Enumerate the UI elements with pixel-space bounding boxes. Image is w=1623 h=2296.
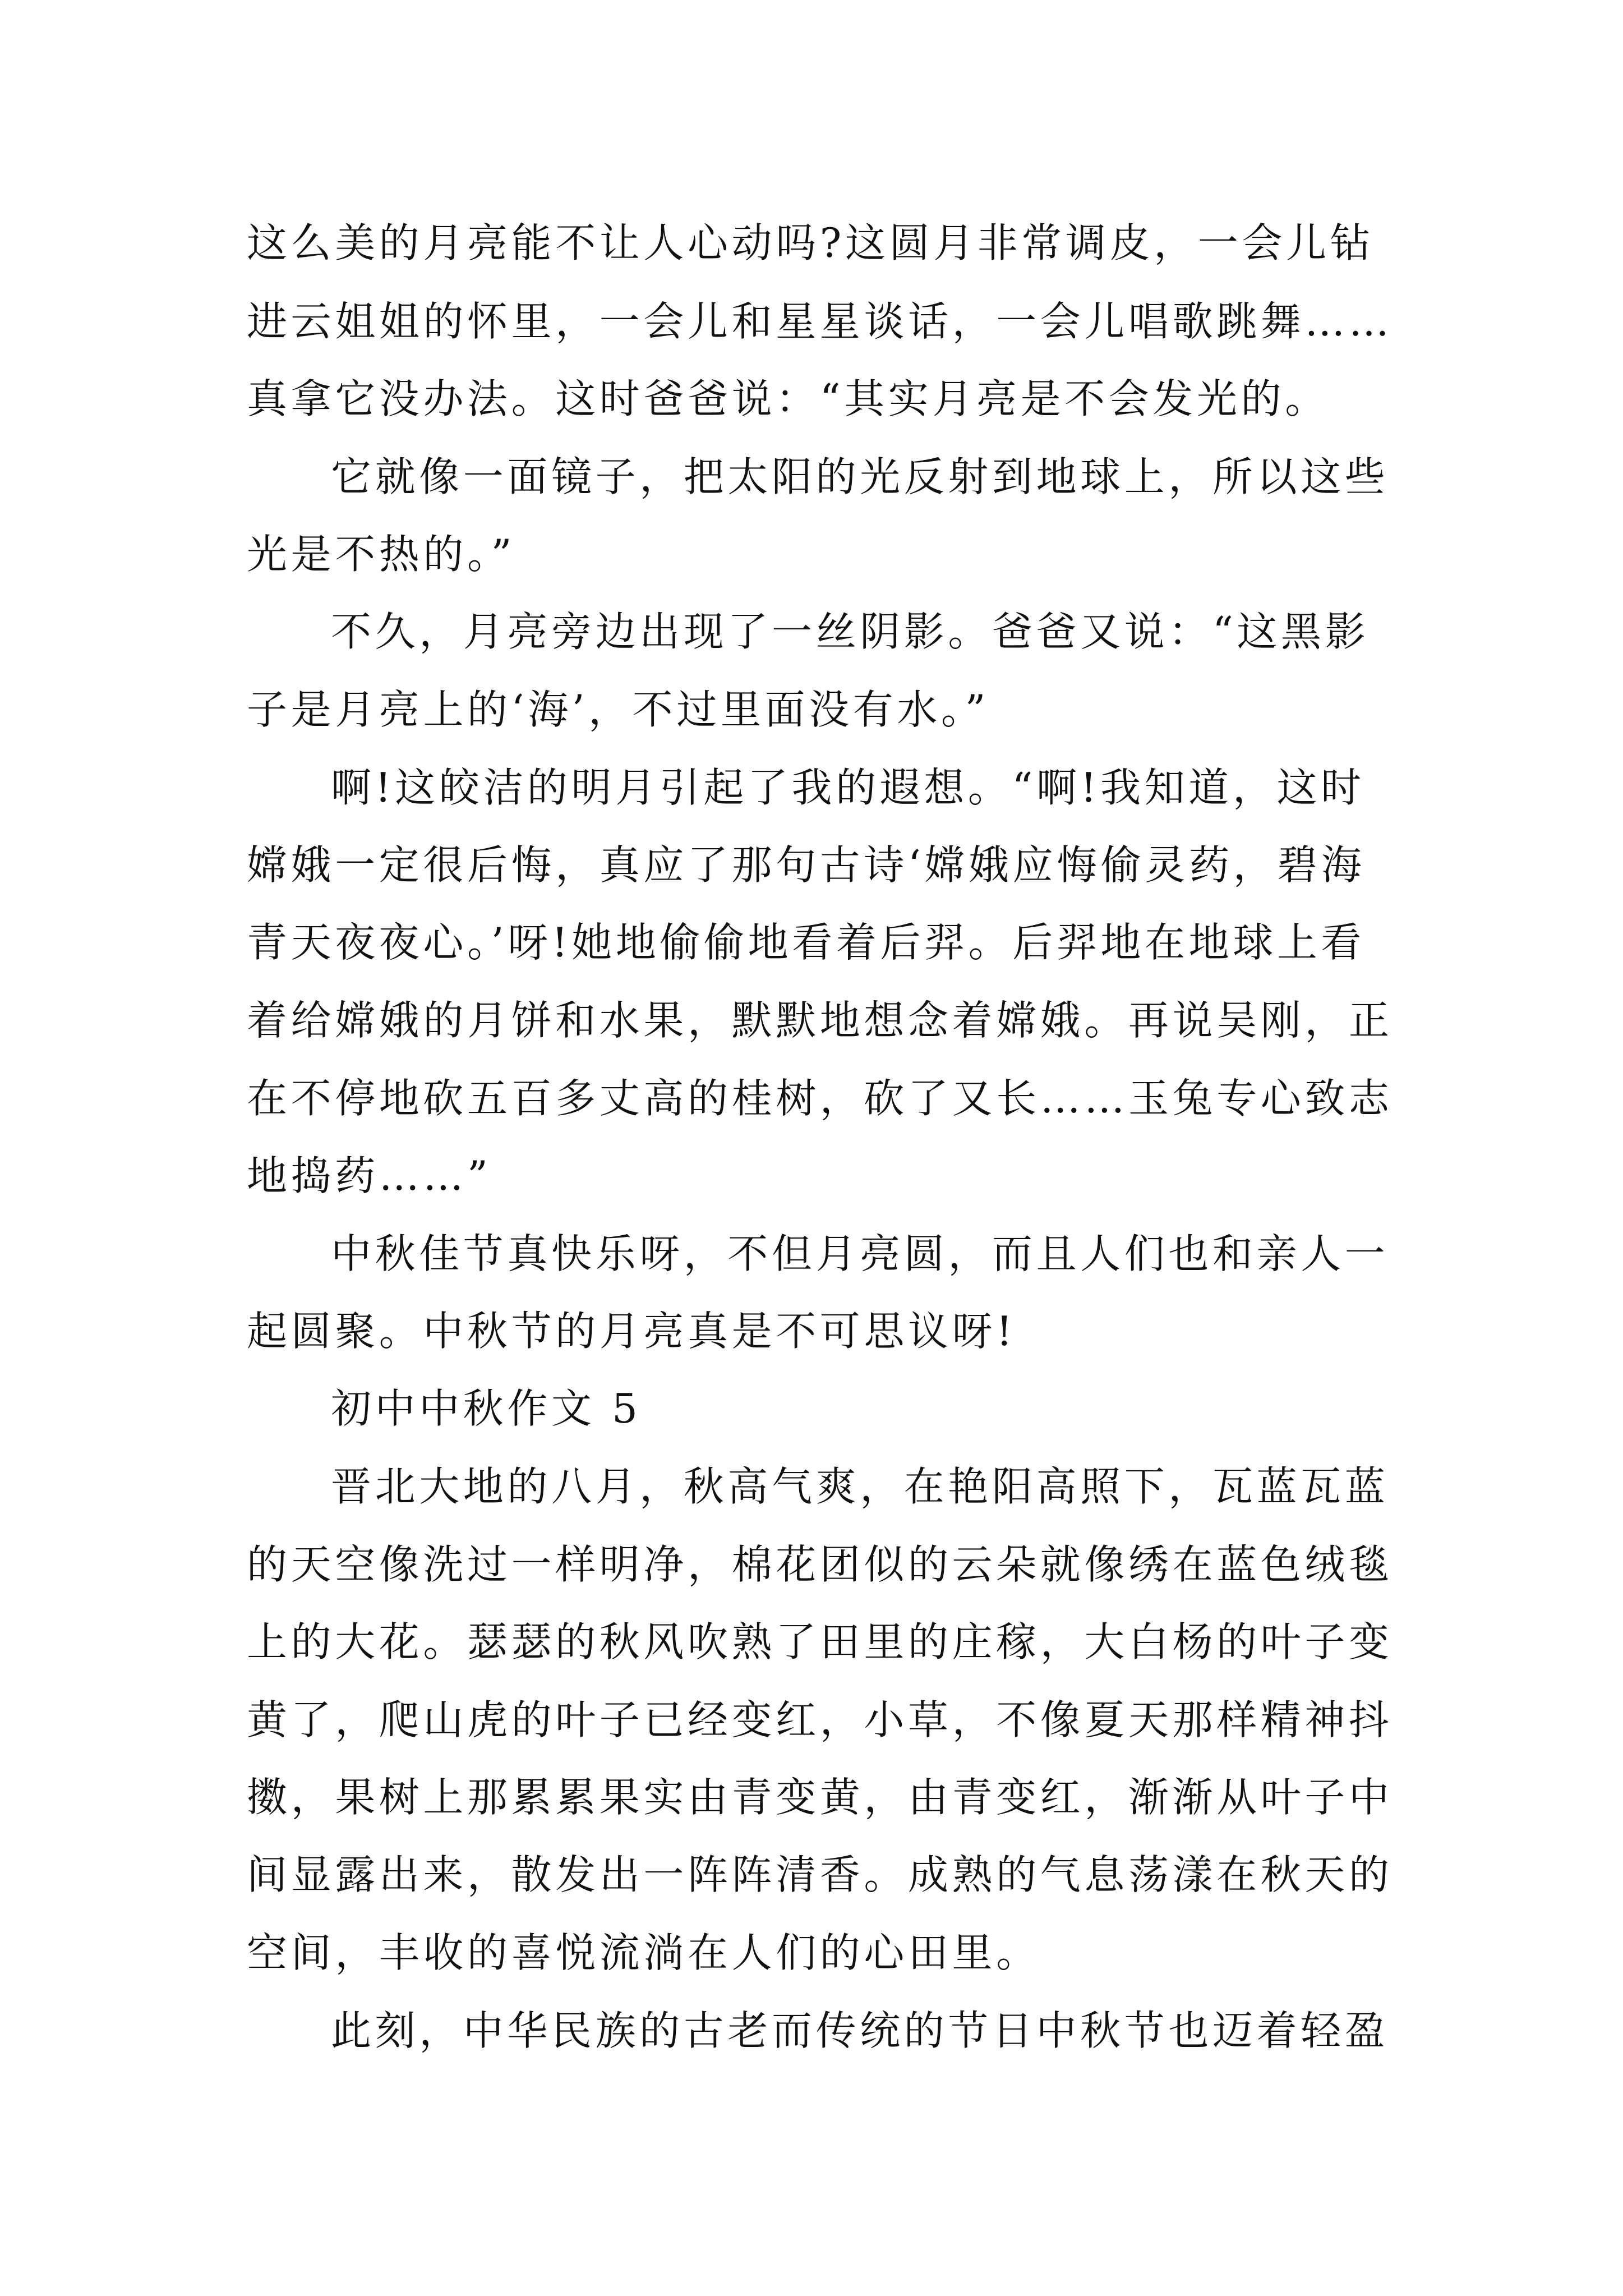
text-line: 青天夜夜心。’呀!她地偷偷地看着后羿。后羿地在地球上看 [247, 919, 1366, 966]
text-line: 起圆聚。中秋节的月亮真是不可思议呀! [247, 1308, 1016, 1355]
text-line: 黄了，爬山虎的叶子已经变红，小草，不像夏天那样精神抖 [247, 1696, 1393, 1743]
text-line: 擞，果树上那累累果实由青变黄，由青变红，渐渐从叶子中 [247, 1774, 1393, 1821]
text-line: 子是月亮上的‘海’，不过里面没有水。” [247, 686, 989, 733]
paragraph-start-line: 中秋佳节真快乐呀，不但月亮圆，而且人们也和亲人一 [331, 1230, 1389, 1277]
paragraph-start-line: 晋北大地的八月，秋高气爽，在艳阳高照下，瓦蓝瓦蓝 [331, 1463, 1389, 1510]
paragraph-start-line: 不久，月亮旁边出现了一丝阴影。爸爸又说：“这黑影 [331, 608, 1370, 655]
section-heading: 初中中秋作文 5 [331, 1385, 642, 1432]
paragraph-start-line: 它就像一面镜子，把太阳的光反射到地球上，所以这些 [331, 453, 1389, 500]
text-line: 嫦娥一定很后悔，真应了那句古诗‘嫦娥应悔偷灵药，碧海 [247, 841, 1366, 889]
text-line: 光是不热的。” [247, 531, 516, 578]
text-line: 着给嫦娥的月饼和水果，默默地想念着嫦娥。再说吴刚，正 [247, 997, 1393, 1044]
paragraph-start-line: 啊!这皎洁的明月引起了我的遐想。“啊!我知道，这时 [331, 764, 1365, 811]
text-line: 上的大花。瑟瑟的秋风吹熟了田里的庄稼，大白杨的叶子变 [247, 1618, 1393, 1665]
text-line: 空间，丰收的喜悦流淌在人们的心田里。 [247, 1929, 1040, 1976]
text-line: 的天空像洗过一样明净，棉花团似的云朵就像绣在蓝色绒毯 [247, 1541, 1393, 1588]
paragraph-start-line: 此刻，中华民族的古老而传统的节日中秋节也迈着轻盈 [331, 2007, 1389, 2054]
text-line: 进云姐姐的怀里，一会儿和星星谈话，一会儿唱歌跳舞…… [247, 298, 1393, 345]
text-line: 真拿它没办法。这时爸爸说：“其实月亮是不会发光的。 [247, 375, 1329, 422]
text-line: 地捣药……” [247, 1152, 492, 1199]
text-line: 这么美的月亮能不让人心动吗?这圆月非常调皮，一会儿钻 [247, 219, 1375, 266]
text-line: 在不停地砍五百多丈高的桂树，砍了又长……玉兔专心致志 [247, 1075, 1393, 1122]
text-line: 间显露出来，散发出一阵阵清香。成熟的气息荡漾在秋天的 [247, 1851, 1393, 1898]
